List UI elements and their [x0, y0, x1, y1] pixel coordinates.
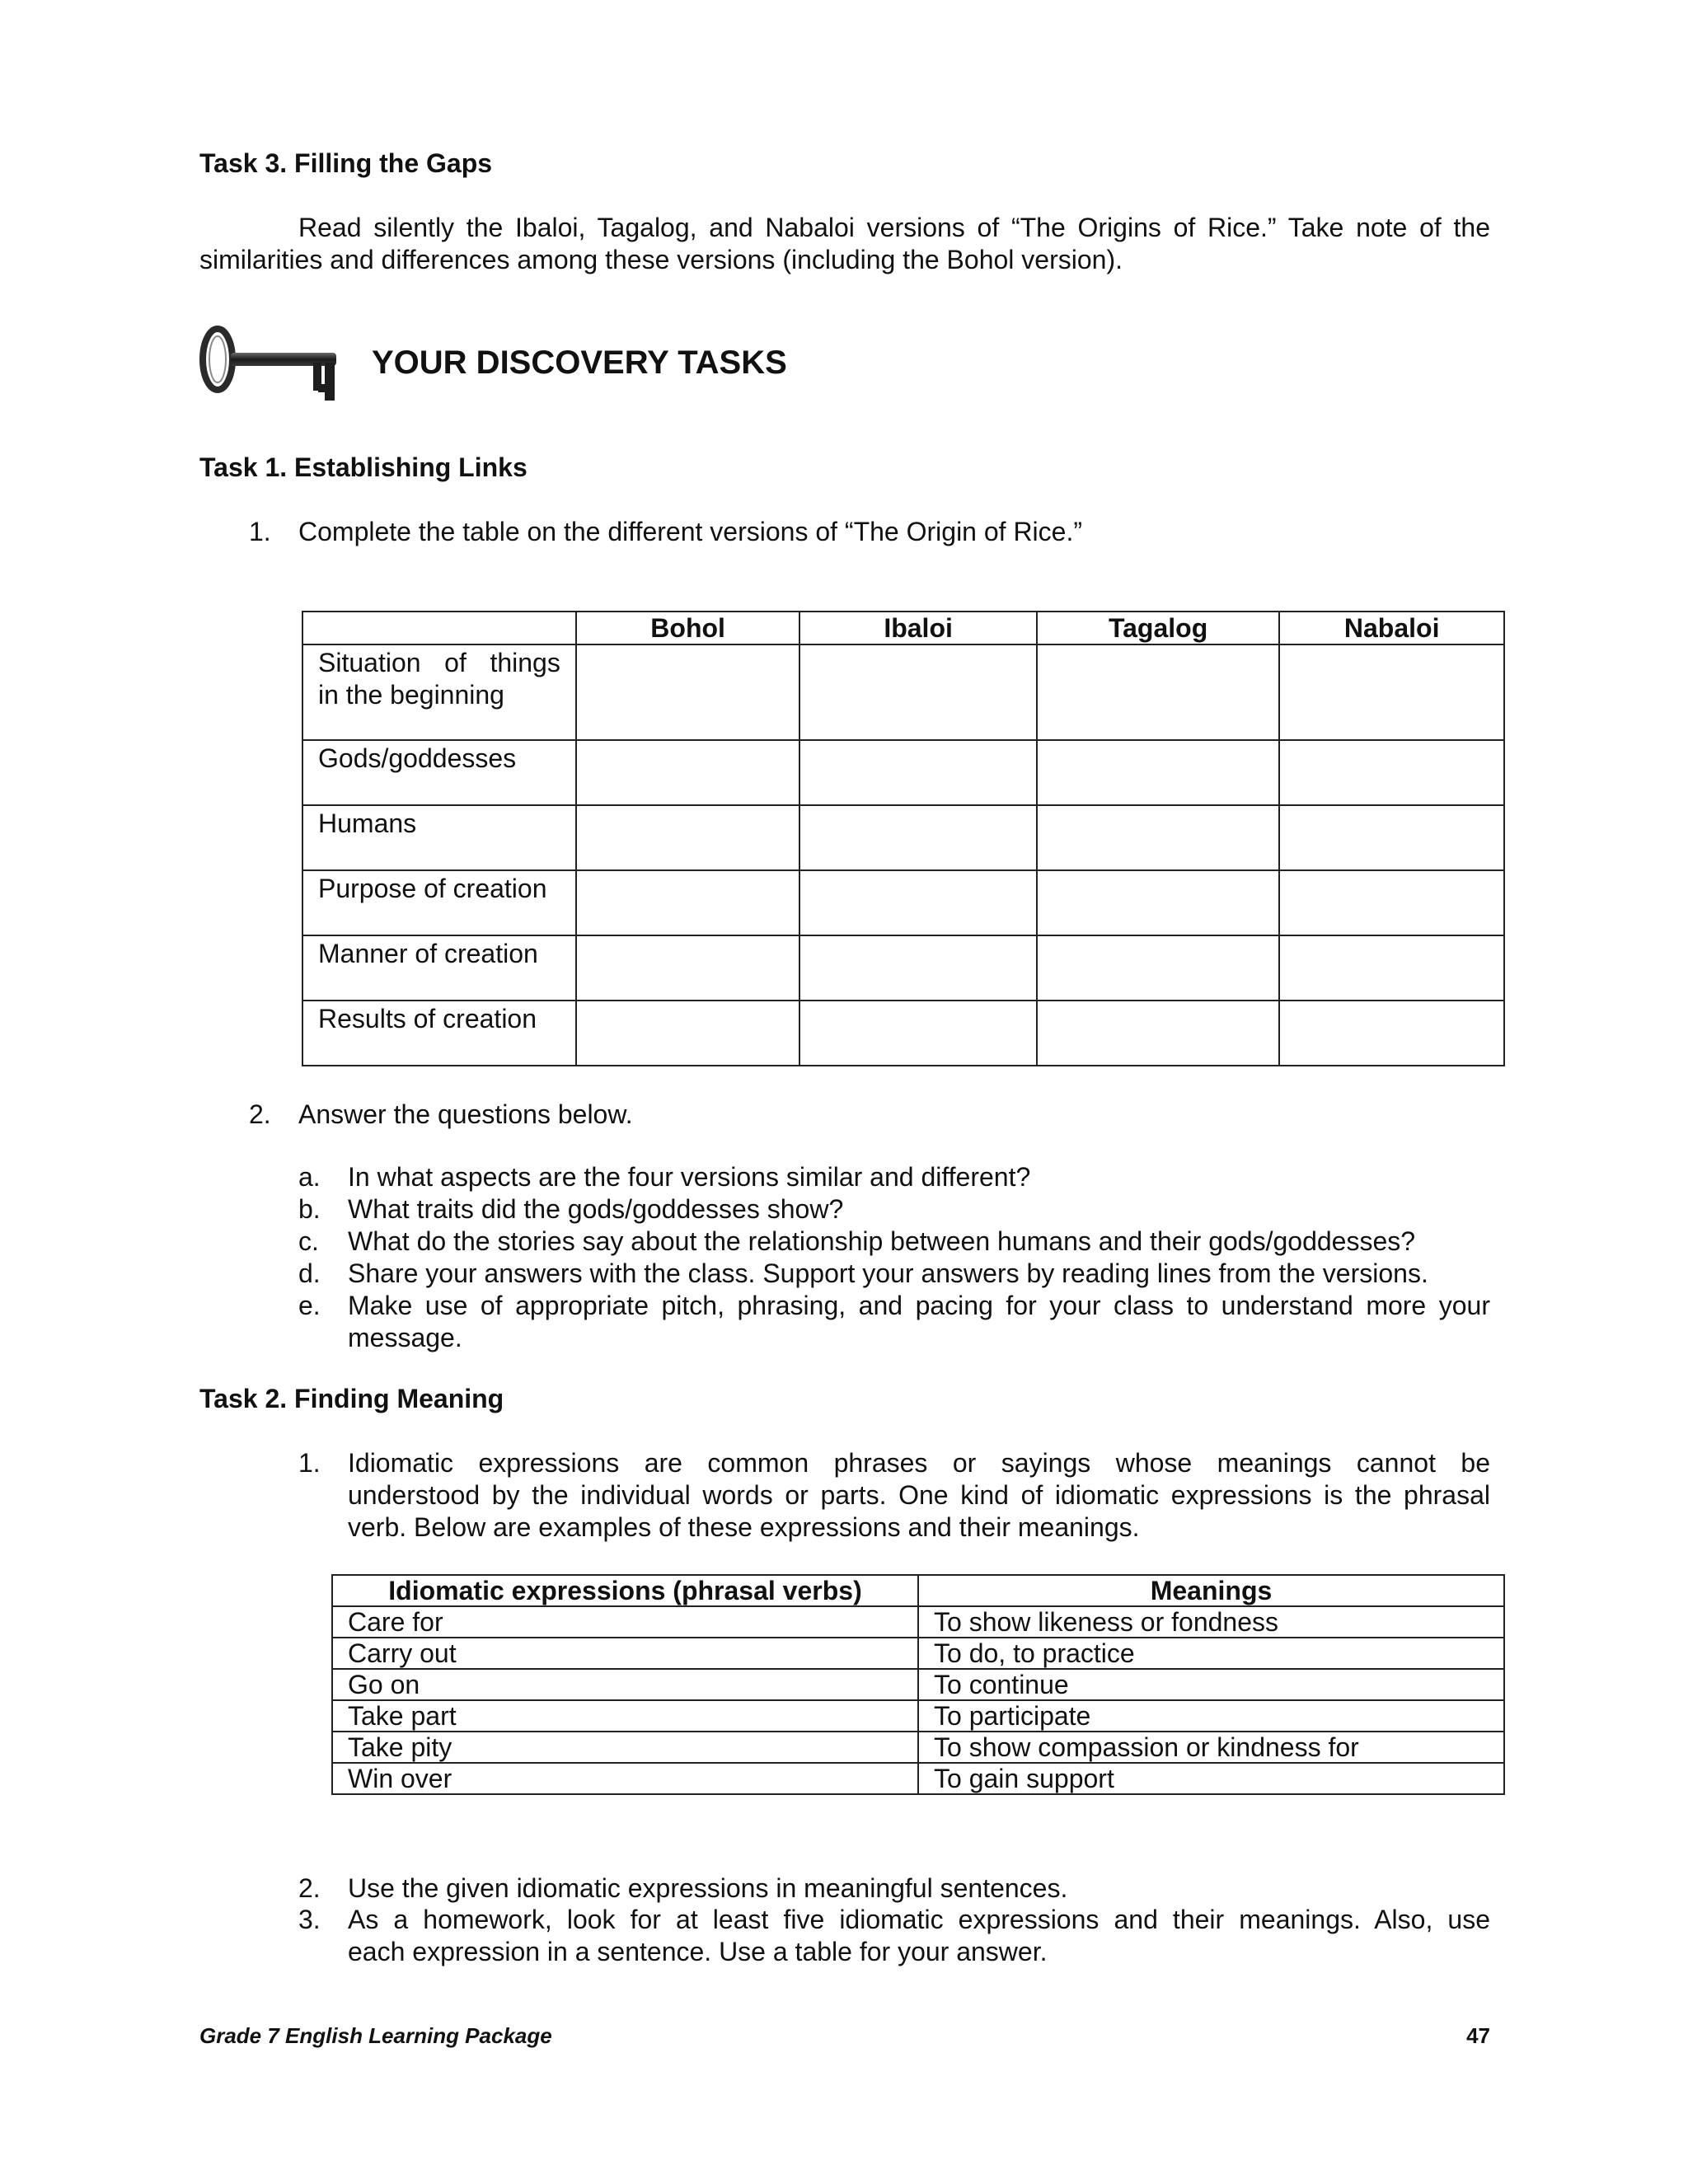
versions-table — [302, 611, 1505, 1066]
list-item-letter: c. — [298, 1226, 319, 1256]
meaning-cell: To show likeness or fondness — [918, 1606, 1504, 1638]
task1-item1-number: 1. — [249, 517, 271, 546]
list-item-letter: a. — [298, 1162, 321, 1192]
task2-item3-line: As a homework, look for at least five idiomatic expressions and their meanings. Also, use — [348, 1905, 1490, 1934]
answer-cell[interactable] — [1037, 740, 1280, 805]
footer-title: Grade 7 English Learning Package — [199, 2023, 552, 2048]
task1-item2-text: Answer the questions below. — [298, 1099, 633, 1129]
meaning-cell: To do, to practice — [918, 1638, 1504, 1669]
list-item-letter: d. — [298, 1258, 321, 1288]
list-item-letter: e. — [298, 1291, 321, 1320]
table-header-nabaloi: Nabaloi — [1279, 612, 1504, 644]
answer-cell[interactable] — [1037, 644, 1280, 740]
idioms-header-meanings: Meanings — [918, 1575, 1504, 1606]
answer-cell[interactable] — [1279, 644, 1504, 740]
idioms-table — [331, 1574, 1505, 1795]
answer-cell[interactable] — [576, 805, 800, 870]
idiom-cell: Go on — [332, 1669, 918, 1700]
row-label-line: in the beginning — [318, 680, 504, 710]
answer-cell[interactable] — [799, 644, 1036, 740]
list-item-text: Make use of appropriate pitch, phrasing, and pacing for your class to understand more your — [348, 1291, 1490, 1320]
list-item — [298, 1161, 1490, 1193]
answer-cell[interactable] — [1279, 870, 1504, 935]
meaning-cell: To participate — [918, 1700, 1504, 1732]
answer-cell[interactable] — [1037, 805, 1280, 870]
task2-item1-line: understood by the individual words or parts. One kind of idiomatic expressions is the phrasal — [348, 1480, 1490, 1510]
row-label-humans: Humans — [302, 805, 576, 870]
table-row — [332, 1700, 1504, 1732]
table-header-bohol: Bohol — [576, 612, 800, 644]
table-row — [302, 935, 1504, 1001]
task3-heading: Task 3. Filling the Gaps — [199, 148, 493, 178]
task2-item1-number: 1. — [298, 1448, 321, 1478]
answer-cell[interactable] — [1279, 805, 1504, 870]
answer-cell[interactable] — [1037, 935, 1280, 1001]
answer-cell[interactable] — [576, 1001, 800, 1066]
task2-item3-text — [348, 1904, 1490, 1968]
idiom-cell: Take pity — [332, 1732, 918, 1763]
row-label-results: Results of creation — [302, 1001, 576, 1066]
task2-heading: Task 2. Finding Meaning — [199, 1384, 504, 1413]
task2-item1-line: Idiomatic expressions are common phrases or sayings whose meanings cannot be — [348, 1448, 1490, 1478]
task2-item1-text — [348, 1447, 1490, 1544]
key-icon — [198, 323, 346, 405]
task1-item1-text: Complete the table on the different versions of “The Origin of Rice.” — [298, 517, 1082, 546]
table-row — [302, 805, 1504, 870]
table-header-ibaloi: Ibaloi — [799, 612, 1036, 644]
list-item-text: What do the stories say about the relationship between humans and their gods/goddesses? — [348, 1226, 1416, 1256]
task2-item1-line: verb. Below are examples of these expressions and their meanings. — [348, 1512, 1140, 1542]
table-row — [332, 1763, 1504, 1794]
list-item-text: Share your answers with the class. Support your answers by reading lines from the versions. — [348, 1258, 1428, 1288]
table-row — [302, 1001, 1504, 1066]
answer-cell[interactable] — [1279, 740, 1504, 805]
task3-paragraph-line1: Read silently the Ibaloi, Tagalog, and Nabaloi versions of “The Origins of Rice.” Take note of the — [298, 213, 1490, 242]
table-row — [302, 740, 1504, 805]
row-label-manner: Manner of creation — [302, 935, 576, 1001]
idiom-cell: Carry out — [332, 1638, 918, 1669]
task2-item3-number: 3. — [298, 1905, 321, 1934]
row-label-situation — [302, 644, 576, 740]
table-row — [332, 1732, 1504, 1763]
list-item-text: What traits did the gods/goddesses show? — [348, 1194, 844, 1224]
answer-cell[interactable] — [576, 870, 800, 935]
answer-cell[interactable] — [1279, 1001, 1504, 1066]
meaning-cell: To gain support — [918, 1763, 1504, 1794]
versions-table-header — [302, 612, 1504, 644]
answer-cell[interactable] — [799, 805, 1036, 870]
list-item-text-continued: message. — [348, 1323, 462, 1352]
meaning-cell: To show compassion or kindness for — [918, 1732, 1504, 1763]
table-header-cell — [302, 612, 576, 644]
idiom-cell: Care for — [332, 1606, 918, 1638]
idiom-cell: Win over — [332, 1763, 918, 1794]
table-row — [302, 870, 1504, 935]
list-item-text: In what aspects are the four versions similar and different? — [348, 1162, 1031, 1192]
answer-cell[interactable] — [576, 644, 800, 740]
task1-heading: Task 1. Establishing Links — [199, 452, 528, 482]
row-label-gods: Gods/goddesses — [302, 740, 576, 805]
idioms-header-expressions: Idiomatic expressions (phrasal verbs) — [332, 1575, 918, 1606]
table-row — [302, 644, 1504, 740]
page-number: 47 — [1466, 2023, 1490, 2048]
table-row — [332, 1638, 1504, 1669]
list-item — [298, 1226, 1490, 1258]
row-label-line: Situation of things — [318, 648, 560, 677]
list-item — [298, 1258, 1490, 1290]
task2-item2-number: 2. — [298, 1873, 321, 1903]
task3-paragraph — [199, 212, 1490, 276]
idioms-table-header — [332, 1575, 1504, 1606]
answer-cell[interactable] — [1037, 870, 1280, 935]
answer-cell[interactable] — [1037, 1001, 1280, 1066]
idiom-cell: Take part — [332, 1700, 918, 1732]
task2-item3-line: each expression in a sentence. Use a table for your answer. — [348, 1937, 1048, 1966]
table-row — [332, 1669, 1504, 1700]
banner-title: YOUR DISCOVERY TASKS — [372, 344, 787, 381]
list-item-letter: b. — [298, 1194, 321, 1224]
list-item — [298, 1290, 1490, 1354]
questions-list — [298, 1161, 1490, 1354]
answer-cell[interactable] — [1279, 935, 1504, 1001]
row-label-purpose: Purpose of creation — [302, 870, 576, 935]
task2-item2-text: Use the given idiomatic expressions in meaningful sentences. — [348, 1873, 1068, 1903]
answer-cell[interactable] — [799, 740, 1036, 805]
answer-cell[interactable] — [799, 870, 1036, 935]
answer-cell[interactable] — [799, 1001, 1036, 1066]
answer-cell[interactable] — [576, 740, 800, 805]
task3-paragraph-line2: similarities and differences among these versions (including the Bohol version). — [199, 245, 1123, 274]
table-header-tagalog: Tagalog — [1037, 612, 1280, 644]
meaning-cell: To continue — [918, 1669, 1504, 1700]
task1-item2-number: 2. — [249, 1099, 271, 1129]
answer-cell[interactable] — [576, 935, 800, 1001]
table-row — [332, 1606, 1504, 1638]
list-item — [298, 1193, 1490, 1226]
answer-cell[interactable] — [799, 935, 1036, 1001]
